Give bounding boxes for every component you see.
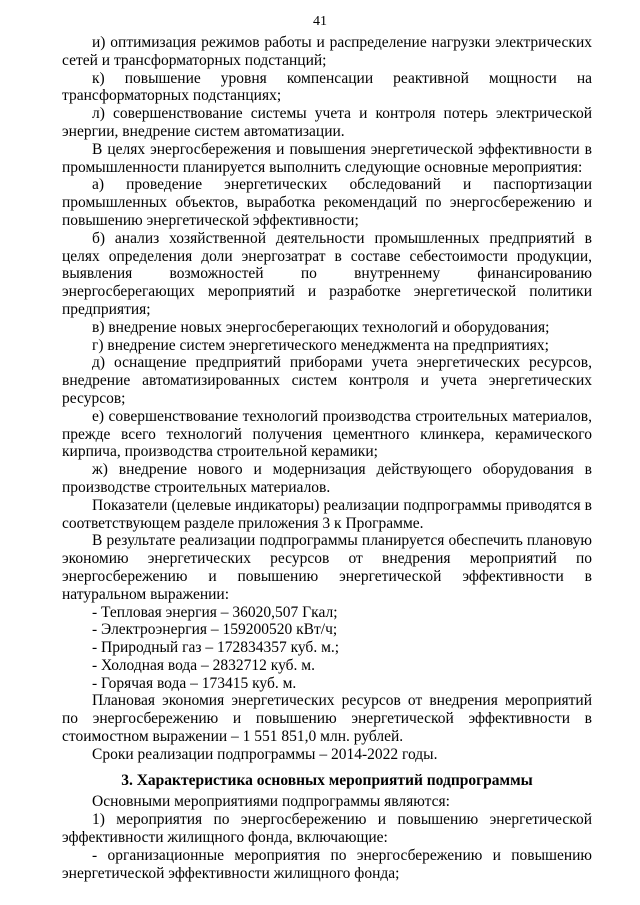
paragraph-item-v: в) внедрение новых энергосберегающих технологий и оборудования;: [92, 318, 550, 336]
paragraph-item-zh: ж) внедрение нового и модернизация действующего оборудования в производстве строительных материалов.: [62, 461, 592, 496]
paragraph-item-i: и) оптимизация режимов работы и распределение нагрузки электрических сетей и трансформаторных подстанций;: [62, 34, 592, 69]
section-paragraph-organizational: - организационные мероприятия по энергосбережению и повышению энергетической эффективности жилищного фонда;: [62, 846, 592, 882]
paragraph-item-g: г) внедрение систем энергетического менеджмента на предприятиях;: [92, 336, 549, 354]
paragraph-savings-intro: В результате реализации подпрограммы планируется обеспечить плановую экономию энергетических ресурсов от внедрения мероприятий по энергосбережению и повышению энергетической эффективности в натуральном выражении:: [62, 532, 592, 603]
paragraph-item-l: л) совершенствование системы учета и контроля потерь электрической энергии, внедрение систем автоматизации.: [62, 105, 592, 140]
savings-item-heat: - Тепловая энергия – 36020,507 Гкал;: [92, 603, 338, 621]
paragraph-item-b: б) анализ хозяйственной деятельности промышленных предприятий в целях определения доли энергозатрат в составе себестоимости продукции, выявления возможностей по внутреннему финансированию энергосберегающих мероприятий и разработке энергетической политики предприятия;: [62, 229, 592, 318]
savings-item-electricity: - Электроэнергия – 159200520 кВт/ч;: [92, 621, 338, 639]
section-paragraph-item-1: 1) мероприятия по энергосбережению и повышению энергетической эффективности жилищного фонда, включающие:: [62, 811, 592, 847]
paragraph-item-d: д) оснащение предприятий приборами учета энергетических ресурсов, внедрение автоматизированных систем контроля и учета энергетических ресурсов;: [62, 354, 592, 407]
savings-item-hot-water: - Горячая вода – 173415 куб. м.: [92, 674, 297, 692]
paragraph-industry-intro: В целях энергосбережения и повышения энергетической эффективности в промышленности планируется выполнить следующие основные мероприятия:: [62, 140, 592, 176]
section-paragraph-intro: Основными мероприятиями подпрограммы являются:: [92, 793, 450, 811]
paragraph-indicators: Показатели (целевые индикаторы) реализации подпрограммы приводятся в соответствующем разделе приложения 3 к Программе.: [62, 496, 592, 532]
paragraph-savings-cost: Плановая экономия энергетических ресурсов от внедрения мероприятий по энергосбережению и повышению энергетической эффективности в стоимостном выражении – 1 551 851,0 млн. рублей.: [62, 692, 592, 746]
document-body: [62, 34, 592, 882]
paragraph-item-e: е) совершенствование технологий производства строительных материалов, прежде всего технологий получения цементного клинкера, керамического кирпича, производства строительной керамики;: [62, 407, 592, 461]
savings-item-cold-water: - Холодная вода – 2832712 куб. м.: [92, 656, 315, 674]
paragraph-timeline: Сроки реализации подпрограммы – 2014-2022 годы.: [92, 745, 438, 763]
paragraph-item-k: к) повышение уровня компенсации реактивной мощности на трансформаторных подстанциях;: [62, 69, 592, 105]
paragraph-item-a: а) проведение энергетических обследований и паспортизации промышленных объектов, выработка рекомендаций по энергосбережению и повышению энергетической эффективности;: [62, 176, 592, 229]
section-heading: 3. Характеристика основных мероприятий подпрограммы: [121, 771, 533, 789]
page-number: 41: [313, 14, 327, 29]
savings-item-gas: - Природный газ – 172834357 куб. м.;: [92, 639, 340, 657]
